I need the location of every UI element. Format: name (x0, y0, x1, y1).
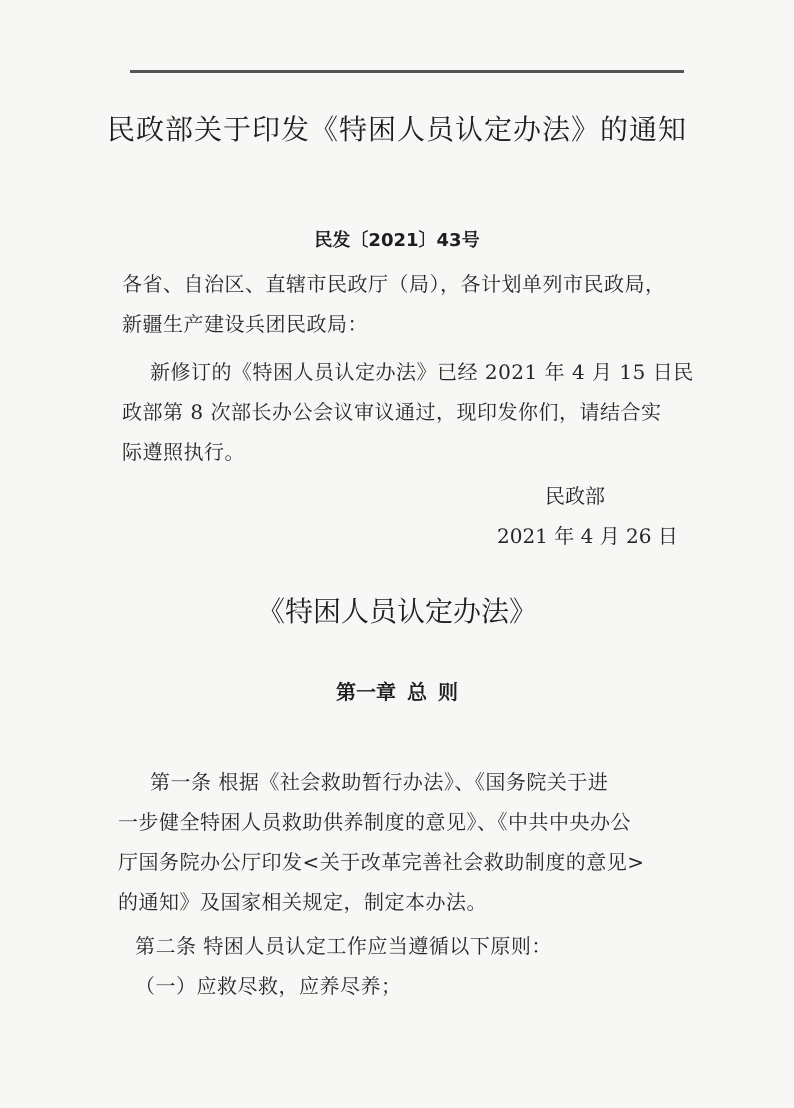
body-line: 新修订的《特困人员认定办法》已经 2021 年 4 月 15 日民 (150, 360, 694, 384)
document-number: 民发〔2021〕43号 (314, 230, 480, 251)
article-line: 第一条 根据《社会救助暂行办法》、《国务院关于进 (150, 770, 609, 794)
chapter-title: 第一章 总 则 (336, 680, 458, 704)
regulation-title: 《特困人员认定办法》 (256, 595, 537, 628)
article-line: 的通知》及国家相关规定，制定本办法。 (118, 890, 487, 914)
article-line: 厅国务院办公厅印发<关于改革完善社会救助制度的意见> (118, 850, 645, 874)
header-rule (130, 70, 684, 73)
notice-title: 民政部关于印发《特困人员认定办法》的通知 (106, 113, 687, 146)
addressee-line: 新疆生产建设兵团民政局： (122, 312, 368, 336)
signature: 民政部 (545, 484, 605, 508)
article-line: （一）应救尽救，应养尽养； (135, 974, 402, 998)
article-line: 一步健全特困人员救助供养制度的意见》、《中共中央办公 (118, 810, 631, 834)
body-line: 际遵照执行。 (122, 440, 245, 464)
body-line: 政部第 8 次部长办公会议审议通过，现印发你们，请结合实 (122, 400, 662, 424)
notice-date: 2021 年 4 月 26 日 (497, 524, 678, 548)
article-line: 第二条 特困人员认定工作应当遵循以下原则： (135, 934, 552, 958)
addressee-line: 各省、自治区、直辖市民政厅（局），各计划单列市民政局， (122, 272, 666, 296)
